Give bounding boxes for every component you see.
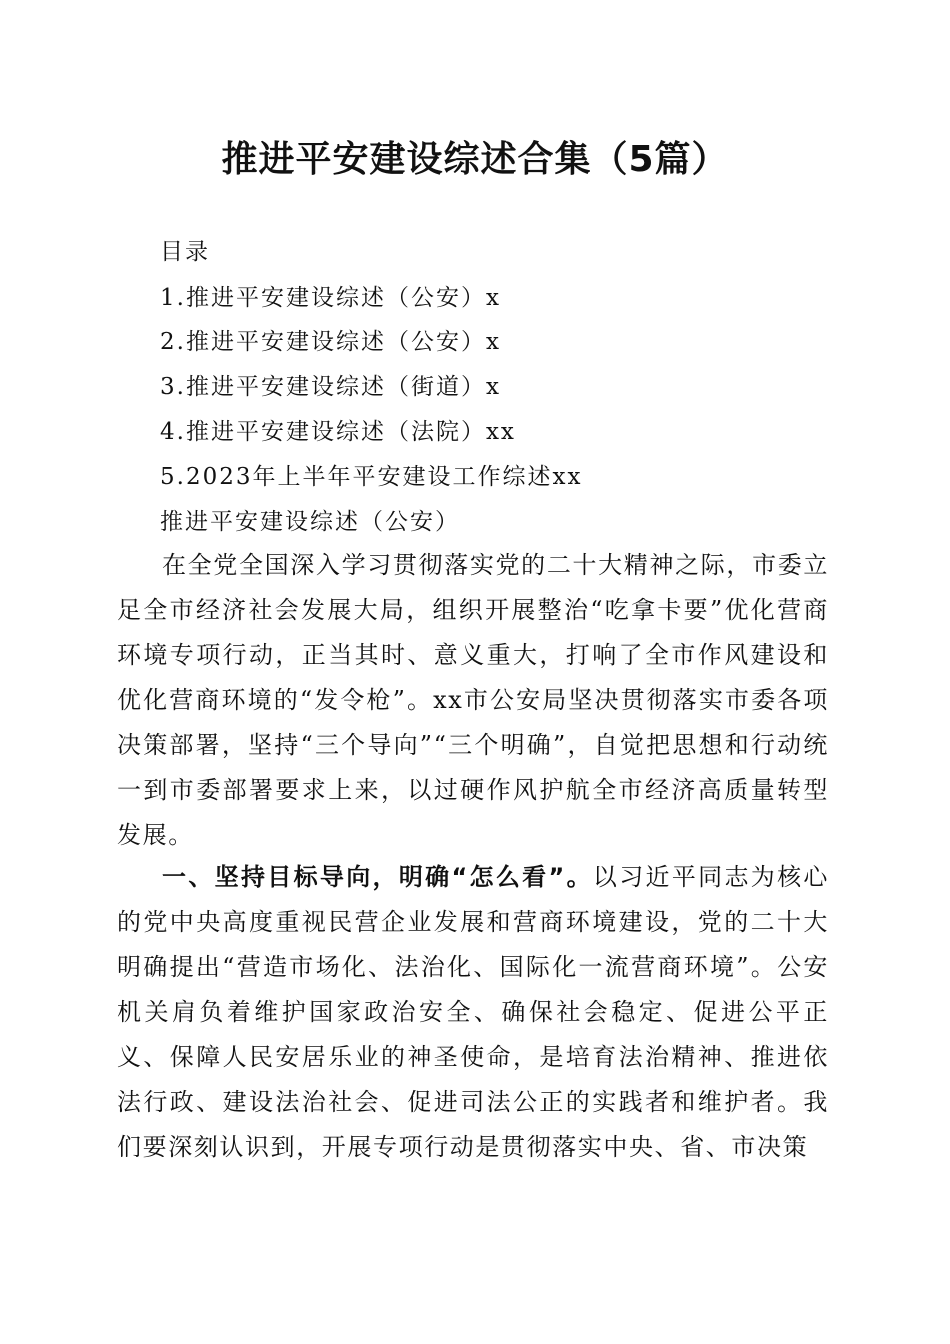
section-title: 推进平安建设综述（公安） (160, 509, 460, 535)
toc-item: 2.推进平安建设综述（公安）x (160, 329, 501, 355)
toc-item: 5.2023年上半年平安建设工作综述xx (160, 464, 583, 490)
document-title: 推进平安建设综述合集（5篇） (221, 139, 729, 180)
toc-item: 1.推进平安建设综述（公安）x (160, 285, 501, 311)
paragraph-heading: 一、坚持目标导向，明确“怎么看”。 (162, 863, 593, 891)
body-paragraph (117, 855, 829, 1170)
paragraph-text: 以习近平同志为核心的党中央高度重视民营企业发展和营商环境建设，党的二十大明确提出“营造市场化、法治化、国际化一流营商环境”。公安机关肩负着维护国家政治安全、确保社会稳定、促进公平正义、保障人民安居乐业的神圣使命，是培育法治精神、推进依法行政、建设法治社会、促进司法公正的实践者和维护者。我们要深刻认识到，开展专项行动是贯彻落实中央、省、市决策 (117, 863, 829, 1161)
toc-item: 4.推进平安建设综述（法院）xx (160, 419, 516, 445)
toc-item: 3.推进平安建设综述（街道）x (160, 374, 501, 400)
toc-heading: 目录 (160, 239, 210, 265)
body-paragraph: 在全党全国深入学习贯彻落实党的二十大精神之际，市委立足全市经济社会发展大局，组织开展整治“吃拿卡要”优化营商环境专项行动，正当其时、意义重大，打响了全市作风建设和优化营商环境的“发令枪”。xx市公安局坚决贯彻落实市委各项决策部署，坚持“三个导向”“三个明确”，自觉把思想和行动统一到市委部署要求上来，以过硬作风护航全市经济高质量转型发展。 (117, 551, 829, 849)
